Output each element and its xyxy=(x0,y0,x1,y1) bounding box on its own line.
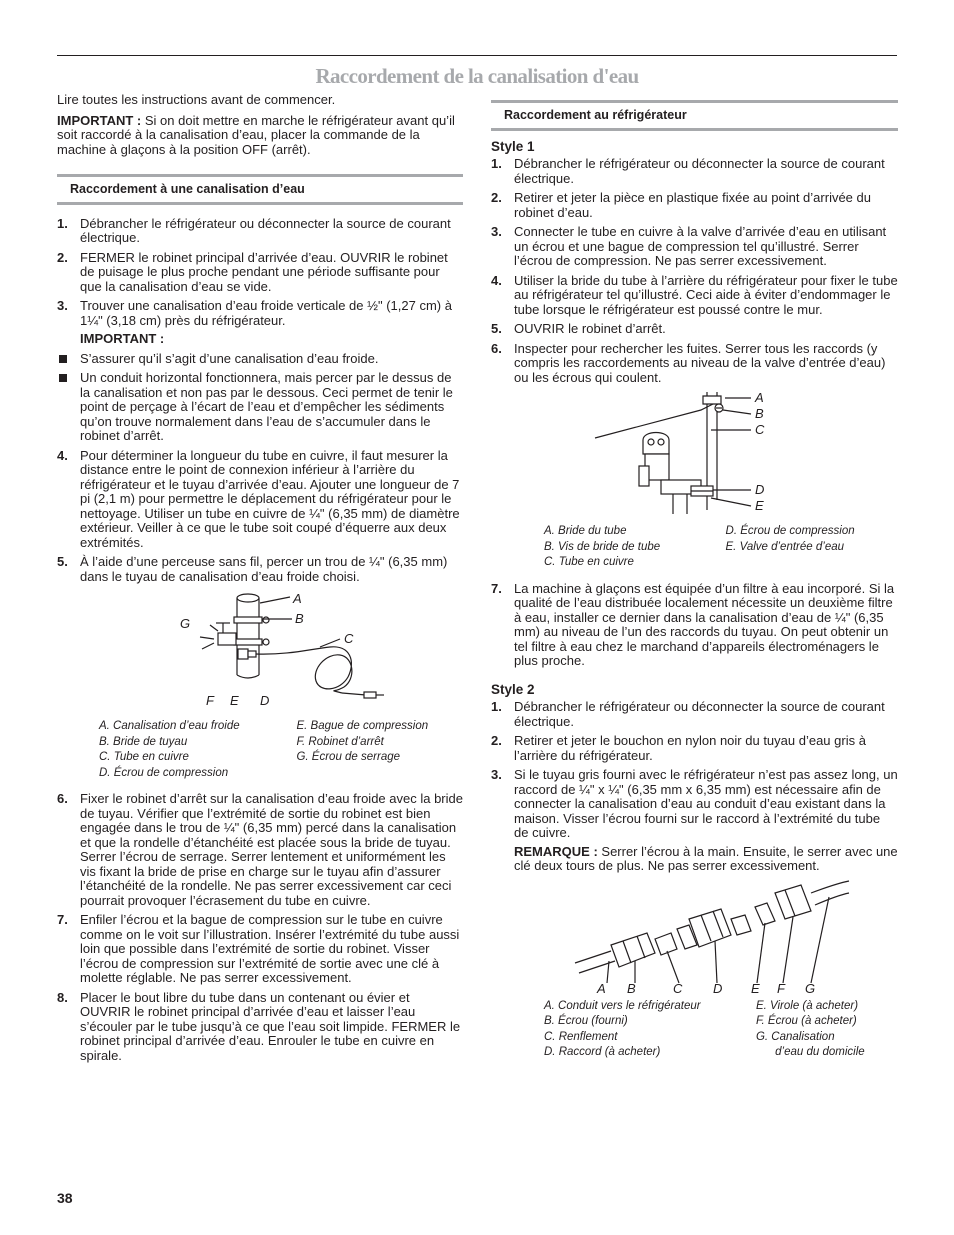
figure-caption-valve: A. Canalisation d’eau froide E. Bague de compression B. Bride de tuyau F. Robinet d’arrêt C. Tube en cuivre G. Écrou de serrage D. Écrou de compression xyxy=(99,720,429,779)
step-item: 7. Enfiler l’écrou et la bague de compression sur le tube en cuivre comme on le voit sur l’illustration. Insérer l’extrémité du tube aussi loin que possible dans l’extrémité de sortie du robinet. Visser l’écrou de compression sur l’extrémité de sortie avec une clé à molette réglable. Ne pas serrer excessivement. xyxy=(57,912,460,985)
figure-label-g: G xyxy=(805,980,816,993)
water-inlet-valve-illustration xyxy=(591,390,791,518)
style1-step7-list xyxy=(491,582,898,669)
style1-heading: Style 1 xyxy=(491,138,535,154)
bullet-list xyxy=(57,352,463,444)
step-item: 2. FERMER le robinet principal d’arrivée d’eau. OUVRIR le robinet de puisage le plus proche pendant une période suffisante pour que la canalisation d’eau se vide. xyxy=(57,249,448,294)
figure-label-e: E xyxy=(755,498,764,513)
figure-label-d: D xyxy=(755,482,765,497)
step-item: 3. Connecter le tube en cuivre à la valve d’arrivée d’eau en utilisant un écrou et une bague de compression tel qu’illustré. Serrer l’écrou de compression. Ne pas serrer excessivement. xyxy=(491,224,887,268)
bullet-item: S’assurer qu’il s’agit d’une canalisation d’eau froide. xyxy=(57,352,463,367)
figure-label-c: C xyxy=(673,980,683,993)
figure-label-b: B xyxy=(755,406,764,421)
step-item: 4. Utiliser la bride du tube à l’arrière du réfrigérateur pour fixer le tube au réfrigérateur tel qu’illustré. Ceci aide à éviter d’endommager le tube lorsque le réfrigérateur est poussé contre le mur. xyxy=(491,272,898,317)
intro-text: Lire toutes les instructions avant de commencer. xyxy=(57,92,336,107)
page-number: 38 xyxy=(57,1190,73,1206)
figure-label-f: F xyxy=(777,980,785,993)
steps-list-a xyxy=(57,217,463,585)
step-item: 1. Débrancher le réfrigérateur ou déconnecter la source de courant électrique. xyxy=(491,156,885,186)
step3-important-label: IMPORTANT : xyxy=(80,331,165,346)
right-column xyxy=(491,93,898,1060)
fitting-assembly-illustration xyxy=(571,879,851,993)
steps-list-c xyxy=(57,792,463,1063)
step-item: 1. Débrancher le réfrigérateur ou déconnecter la source de courant électrique. xyxy=(57,215,451,245)
figure-label-d: D xyxy=(260,693,270,708)
style2-steps-list xyxy=(491,700,898,874)
step-item: 1. Débrancher le réfrigérateur ou déconnecter la source de courant électrique. xyxy=(491,699,885,729)
step-item: 5. À l’aide d’une perceuse sans fil, percer un trou de ¼" (6,35 mm) dans le tuyau de canalisation d’eau froide choisi. xyxy=(57,554,448,584)
figure-label-a: A xyxy=(293,591,302,606)
step-item: 7. La machine à glaçons est équipée d’un filtre à eau incorporé. Si la qualité de l’eau distribuée localement nécessite un deuxième filtre à eau, installer ce dernier dans la canalisation d’eau de ¼" (6,35 mm) au niveau de l’un des raccords du tuyau. On peut obtenir un tel filtre à eau chez le marchand d’appareils électroménagers le plus proche. xyxy=(491,580,895,668)
step-item: 6. Fixer le robinet d’arrêt sur la canalisation d’eau froide avec la bride de tuyau. Vérifier que l’extrémité de sortie du robinet est bien engagée dans le trou de ¼" (6,35 mm) percé dans la canalisation et que la rondelle d’étanchéité est placée sous la bride de tuyau. Serrer l’écrou de serrage. Serrer lentement et uniformément les vis fixant la bride de prise en charge sur le tuyau afin d’assurer l’étanchéité de la rondelle. Ne pas serrer excessivement car ceci pourrait provoquer l’écrasement du tube en cuivre. xyxy=(57,791,463,908)
figure-label-c: C xyxy=(344,631,354,646)
left-column xyxy=(57,93,463,1068)
top-rule xyxy=(57,55,897,56)
step-item: 4. Pour déterminer la longueur du tube en cuivre, il faut mesurer la distance entre le point de connexion inférieur à l’arrière du réfrigérateur et le tuyau d’arrivée d’eau. Ajouter une longueur de 7 pi (2,1 m) pour permettre le déplacement du réfrigérateur pour le nettoyage. Utiliser un tube en cuivre de ¼" (6,35 mm) de diamètre extérieur. Veiller à ce que le tube soit coupé d’équerre aux deux extrémités. xyxy=(57,447,460,550)
figure-caption-fittings: A. Conduit vers le réfrigérateur E. Virole (à acheter) B. Écrou (fourni) F. Écrou (à acheter) C. Renflement G. Canalisation D. Raccord (à acheter) d’eau du domicile xyxy=(544,999,865,1058)
figure-label-g: G xyxy=(180,616,191,631)
page-title: Raccordement de la canalisation d'eau xyxy=(315,64,639,88)
figure-label-b: B xyxy=(627,980,636,993)
step-item: 2. Retirer et jeter le bouchon en nylon noir du tuyau d’eau gris à l’arrière du réfrigérateur. xyxy=(491,733,866,763)
remark-note: REMARQUE : Serrer l’écrou à la main. Ensuite, le serrer avec une clé deux tours de plus. Ne pas serrer excessivement. xyxy=(514,843,898,873)
step-item: 2. Retirer et jeter la pièce en plastique fixée au point d’arrivée du robinet d’eau. xyxy=(491,190,871,220)
figure-label-b: B xyxy=(295,611,304,626)
figure-label-a: A xyxy=(597,980,606,993)
bullet-item: Un conduit horizontal fonctionnera, mais percer par le dessus de la canalisation et non pas par le dessous. Ceci permet de tenir le point de perçage à l’écart de l’eau et d’empêcher les sédiments qu’on trouve normalement dans l’eau de s’accumuler dans le robinet d’arrêt. xyxy=(57,371,463,444)
important-note: IMPORTANT : Si on doit mettre en marche le réfrigérateur avant qu’il soit raccordé à la canalisation d’eau, placer la commande de la machine à glaçons à la position OFF (arrêt). xyxy=(57,112,455,157)
section-heading-refrigerator: Raccordement au réfrigérateur xyxy=(491,100,898,131)
style2-heading: Style 2 xyxy=(491,681,535,697)
step-item: 3. Trouver une canalisation d’eau froide verticale de ½" (1,27 cm) à 1¼" (3,18 cm) près du réfrigérateur. IMPORTANT : S’assurer qu’il s’agit d’une canalisation d’eau froide. Un conduit horizontal fonctionnera, mais percer par le dessus de la canalisation et non pas par le dessous. Ceci permet de tenir le point de perçage à l’écart de l’eau et d’empêcher les sédiments qu’on trouve normalement dans l’eau de s’accumuler dans le robinet d’arrêt. xyxy=(57,299,463,444)
figure-label-f: F xyxy=(206,693,214,708)
figure-label-e: E xyxy=(230,693,239,708)
style1-steps-list xyxy=(491,157,898,385)
step-item: 3. Si le tuyau gris fourni avec le réfrigérateur n’est pas assez long, un raccord de ¼" x ¼" (6,35 mm x 6,35 mm) est nécessaire afin de connecter la canalisation d’eau au conduit d’eau existant dans la maison. Visser l’écrou fourni sur le raccord à l’extrémité du tube de cuivre. REMARQUE : Serrer l’écrou à la main. Ensuite, le serrer avec une clé deux tours de plus. Ne pas serrer excessivement. xyxy=(491,767,898,873)
figure-label-a: A xyxy=(755,390,764,405)
step-item: 8. Placer le bout libre du tube dans un contenant ou évier et OUVRIR le robinet principal d’arrivée d’eau et laisser l’eau s’écouler par le tube jusqu’à ce que l’eau soit limpide. FERMER le robinet principal d’arrivée d’eau. Enrouler le tube en cuivre en spirale. xyxy=(57,989,461,1063)
shutoff-valve-illustration xyxy=(130,589,390,711)
figure-label-c: C xyxy=(755,422,765,437)
figure-label-d: D xyxy=(713,980,723,993)
figure-label-e: E xyxy=(751,980,760,993)
step-item: 6. Inspecter pour rechercher les fuites. Serrer tous les raccords (y compris les raccordements au niveau de la valve d’entrée d’eau) ou les écrous qui coulent. xyxy=(491,340,886,385)
figure-caption-inlet-valve: A. Bride du tube D. Écrou de compression B. Vis de bride de tube E. Valve d’entrée d’eau C. Tube en cuivre xyxy=(544,525,855,568)
step-item: 5. OUVRIR le robinet d’arrêt. xyxy=(491,321,666,336)
section-heading-water-line: Raccordement à une canalisation d’eau xyxy=(57,174,463,205)
